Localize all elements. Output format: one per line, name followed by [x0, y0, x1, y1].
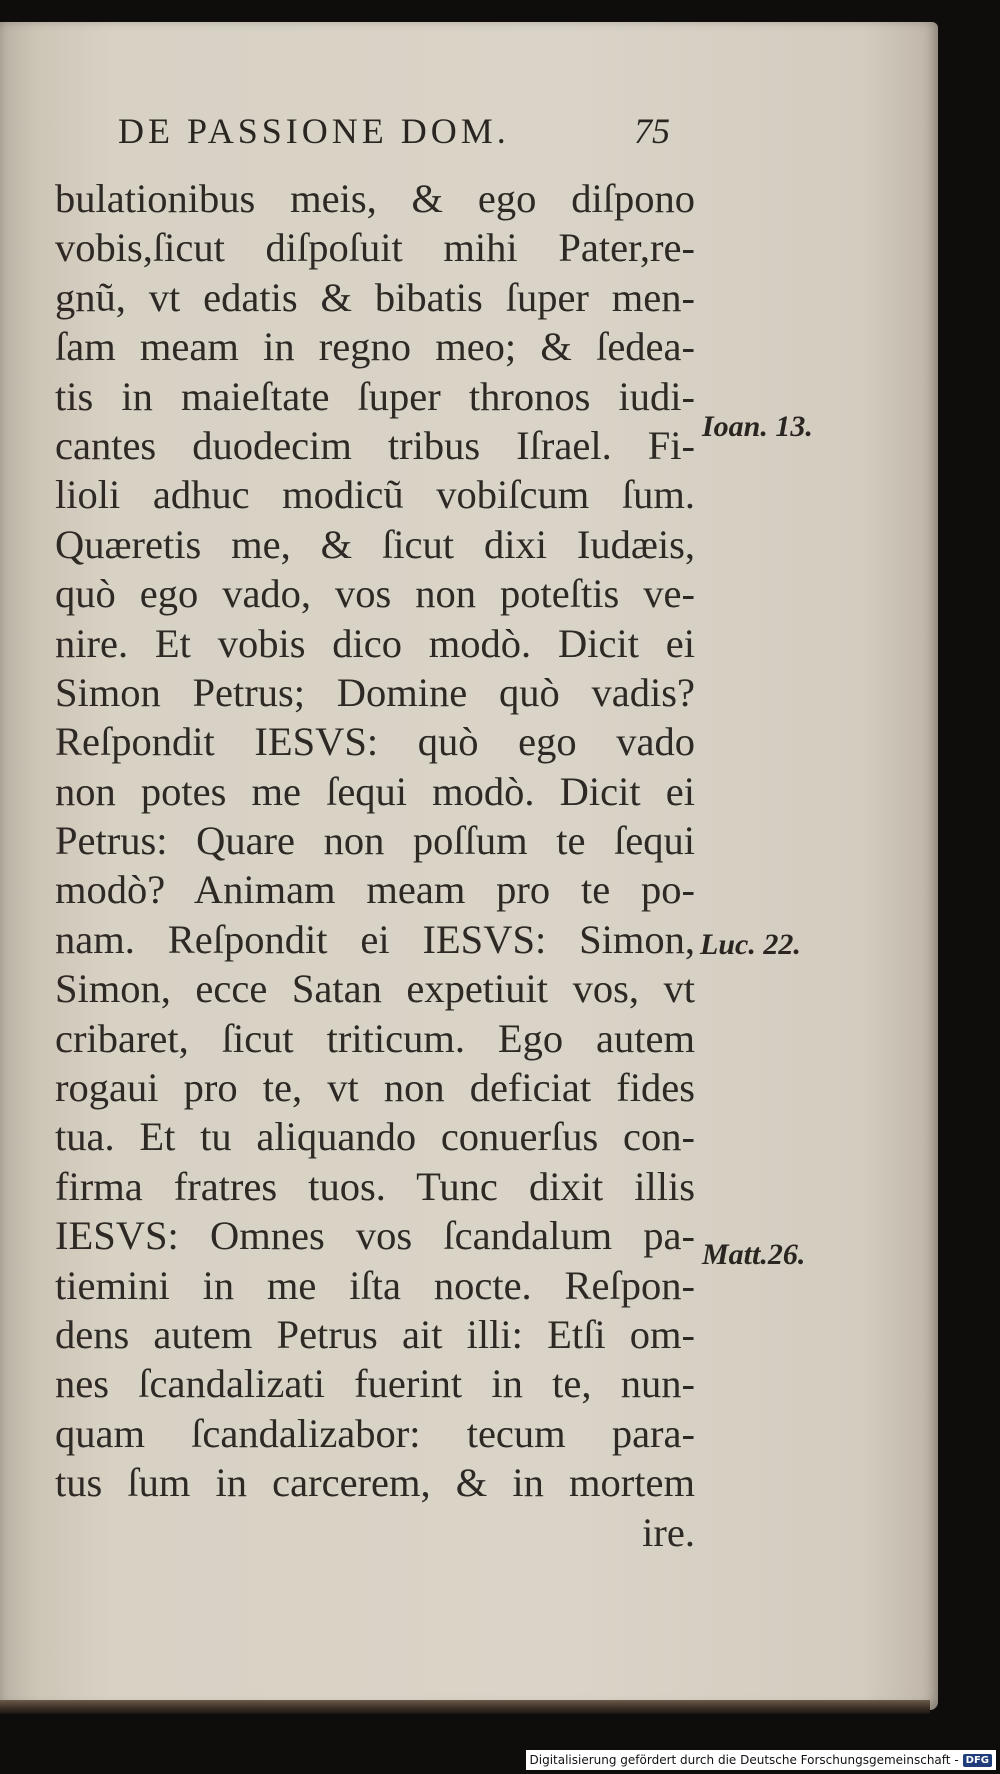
text-line: Simon Petrus; Domine quò vadis?	[55, 669, 695, 715]
running-title: DE PASSIONE DOM.	[118, 111, 510, 151]
credit-text: Digitalisierung gefördert durch die Deutsche Forschungsgemeinschaft -	[529, 1753, 959, 1767]
body-text	[55, 174, 695, 1557]
page-header	[0, 110, 700, 160]
text-line: Simon, ecce Satan expetiuit vos, vt	[55, 966, 695, 1012]
text-line: ſam meam in regno meo; & ſedea-	[55, 324, 695, 370]
text-line: tiemini in me iſta nocte. Reſpon-	[55, 1262, 695, 1308]
text-line: nes ſcandalizati fuerint in te, nun-	[55, 1361, 695, 1407]
text-line: vobis,ſicut diſpoſuit mihi Pater,re-	[55, 225, 695, 271]
text-line-final: ire.	[642, 1509, 695, 1555]
page-number: 75	[634, 111, 670, 151]
text-line: bulationibus meis, & ego diſpono	[55, 176, 695, 221]
text-line: firma fratres tuos. Tunc dixit illis	[55, 1163, 695, 1209]
marginal-note-luc: Luc. 22.	[700, 928, 801, 961]
text-line: quò ego vado, vos non poteſtis ve-	[55, 571, 695, 617]
text-line: tis in maieſtate ſuper thronos iudi-	[55, 373, 695, 419]
book-page	[0, 22, 938, 1710]
text-line: gnũ, vt edatis & bibatis ſuper men-	[55, 274, 695, 320]
text-line: quam ſcandalizabor: tecum para-	[55, 1410, 695, 1456]
marginal-note-ioan: Ioan. 13.	[702, 410, 813, 443]
text-line: tua. Et tu aliquando conuerſus con-	[55, 1114, 695, 1160]
text-line: Reſpondit IESVS: quò ego vado	[55, 719, 695, 765]
text-line: nam. Reſpondit ei IESVS: Simon,	[55, 916, 695, 962]
text-line: non potes me ſequi modò. Dicit ei	[55, 768, 695, 814]
text-line: dens autem Petrus ait illi: Etſi om-	[55, 1311, 695, 1357]
text-line: Petrus: Quare non poſſum te ſequi	[55, 818, 695, 864]
text-line: rogaui pro te, vt non deficiat fides	[55, 1065, 695, 1111]
text-line: modò? Animam meam pro te po-	[55, 867, 695, 913]
text-line: tus ſum in carcerem, & in mortem	[55, 1460, 695, 1506]
text-line: cantes duodecim tribus Iſrael. Fi-	[55, 422, 695, 468]
text-line: Quæretis me, & ſicut dixi Iudæis,	[55, 521, 695, 567]
dfg-logo-icon: DFG	[963, 1754, 992, 1767]
text-line: lioli adhuc modicũ vobiſcum ſum.	[55, 472, 695, 518]
digitization-credit	[526, 1750, 997, 1770]
text-line: cribaret, ſicut triticum. Ego autem	[55, 1015, 695, 1061]
page-bottom-edge	[0, 1700, 930, 1714]
marginal-note-matt: Matt.26.	[702, 1238, 806, 1271]
text-line: IESVS: Omnes vos ſcandalum pa-	[55, 1213, 695, 1259]
text-line: nire. Et vobis dico modò. Dicit ei	[55, 620, 695, 666]
